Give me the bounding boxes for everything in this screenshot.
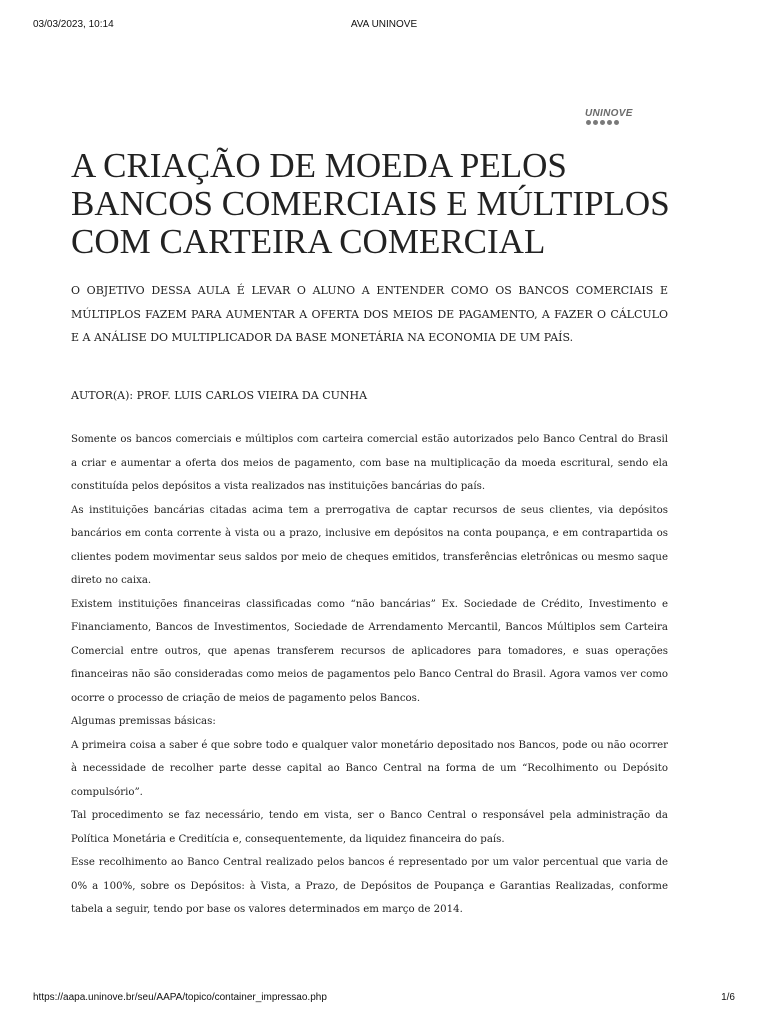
body-paragraph: Algumas premissas básicas: (71, 716, 216, 727)
article-title: A CRIAÇÃO DE MOEDA PELOS BANCOS COMERCIAIS E MÚLTIPLOS COM CARTEIRA COMERCIAL (71, 146, 670, 261)
print-page-number: 1/6 (721, 992, 735, 1003)
body-paragraph: Tal procedimento se faz necessário, tendo em vista, ser o Banco Central o responsável pela administração da Política Monetária e Creditícia e, consequentemente, da liquidez financeira do país. (71, 810, 668, 845)
body-paragraph: A primeira coisa a saber é que sobre todo e qualquer valor monetário depositado nos Bancos, pode ou não ocorrer à necessidade de recolher parte desse capital ao Banco Central na forma de um “Recolhimento ou Depósito compulsório”. (71, 739, 668, 798)
article-author: AUTOR(A): PROF. LUIS CARLOS VIEIRA DA CUNHA (71, 389, 368, 402)
print-url: https://aapa.uninove.br/seu/AAPA/topico/container_impressao.php (33, 992, 327, 1003)
body-paragraph: Existem instituições financeiras classificadas como “não bancárias” Ex. Sociedade de Crédito, Investimento e Financiamento, Bancos de Investimentos, Sociedade de Arrendamento Mercantil, Bancos Múltiplos sem Carteira Comercial entre outros, que apenas transferem recursos de aplicadores para tomadores, e suas operações financeiras não são consideradas como meios de pagamentos pelo Banco Central do Brasil. Agora vamos ver como ocorre o processo de criação de meios de pagamento pelos Bancos. (71, 598, 668, 704)
print-datetime: 03/03/2023, 10:14 (33, 19, 114, 30)
article-body (71, 428, 668, 922)
body-paragraph: Esse recolhimento ao Banco Central realizado pelos bancos é representado por um valor percentual que varia de 0% a 100%, sobre os Depósitos: à Vista, a Prazo, de Depósitos de Poupança e Garantias Realizadas, conforme tabela a seguir, tendo por base os valores determinados em março de 2014. (71, 857, 668, 915)
print-header (0, 19, 768, 33)
print-site-title: AVA UNINOVE (350, 19, 418, 30)
body-paragraph: As instituições bancárias citadas acima tem a prerrogativa de captar recursos de seus clientes, via depósitos bancários em conta corrente à vista ou a prazo, inclusive em depósitos na conta poupança, e em contrapartida os clientes podem movimentar seus saldos por meio de cheques emitidos, transferências eletrônicas ou mesmo saque direto no caixa. (71, 504, 668, 586)
print-footer (0, 992, 768, 1006)
body-paragraph: Somente os bancos comerciais e múltiplos com carteira comercial estão autorizados pelo Banco Central do Brasil a criar e aumentar a oferta dos meios de pagamento, com base na multiplicação da moeda escritural, sendo ela constituída pelos depósitos a vista realizados nas instituições bancárias do país. (71, 434, 668, 492)
uninove-logo (580, 108, 640, 130)
article-objective: O OBJETIVO DESSA AULA É LEVAR O ALUNO A ENTENDER COMO OS BANCOS COMERCIAIS E MÚLTIPLOS FAZEM PARA AUMENTAR A OFERTA DOS MEIOS DE PAGAMENTO, A FAZER O CÁLCULO E A ANÁLISE DO MULTIPLICADOR DA BASE MONETÁRIA NA ECONOMIA DE UM PAÍS. (71, 284, 668, 344)
logo-text: UNINOVE (585, 108, 633, 119)
logo-dots (586, 120, 640, 125)
